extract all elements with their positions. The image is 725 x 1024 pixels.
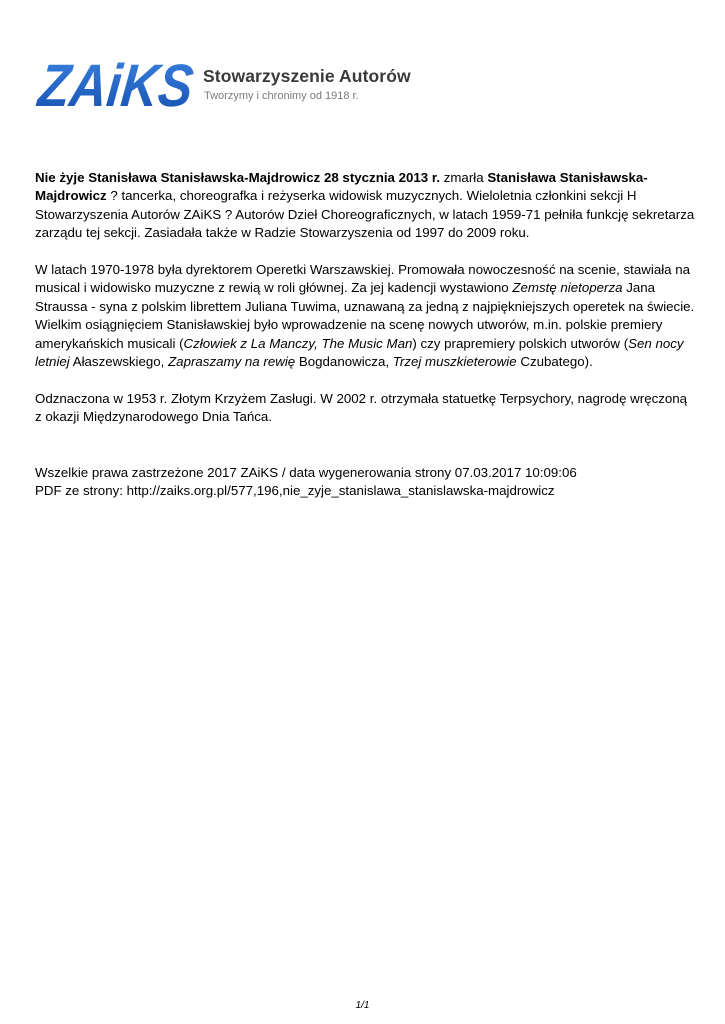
text-run: Ałaszewskiego, [69,354,169,370]
work-title: Zapraszamy na rewię [168,354,296,370]
work-title: Trzej muszkieterowie [392,354,517,370]
person-name: Stanisława Stanisławska-Majdrowicz [35,170,648,204]
text-run: ? tancerka, choreografka i reżyserka widowisk muzycznych. Wieloletnia członkini sekcji H Stowarzyszenia Autorów ZAiKS ? Autorów Dzieł Choreograficznych, w latach 1959-71 pełniła funkcję sekretarza zarządu tej sekcji. Zasiadała także w Radzie Stowarzyszenia od 1997 do 2009 roku. [35,188,695,241]
text-run: Jana Straussa - syna z polskim librettem Juliana Tuwima, uznawaną za jedną z najpiękniejszych operetek na świecie. Wielkim osiągnięciem Stanisławskiej było wprowadzenie na scenę nowych utworów, m.in. polskie premiery amerykańskich musicali ( [35,280,695,351]
text-run: Bogdanowicza, [295,354,393,370]
page-number: 1/1 [355,1000,370,1011]
work-title: Zemstę nietoperza [512,280,623,296]
logo-wordmark: ZAiKS [35,52,223,119]
article-title: Nie żyje Stanisława Stanisławska-Majdrowicz 28 stycznia 2013 r. [35,170,441,185]
source-url-line: PDF ze strony: http://zaiks.org.pl/577,196,nie_zyje_stanislawa_stanislawska-majdrowicz [35,483,555,499]
copyright-line: Wszelkie prawa zastrzeżone 2017 ZAiKS / data wygenerowania strony 07.03.2017 10:09:06 [35,465,577,480]
text-run: Czubatego). [516,354,593,370]
text-run: zmarła [440,170,488,185]
article-paragraph-2 [35,261,695,371]
work-title: Sen nocy letniej [35,335,684,370]
zaiks-logo [35,52,223,119]
work-title: Człowiek z La Manczy, The Music Man [183,335,413,351]
footer [35,464,695,501]
text-run: W latach 1970-1978 była dyrektorem Operetki Warszawskiej. Promowała nowoczesność na scenie, stawiała na musical i widowisko muzyczne z rewią w roli głównej. Za jej kadencji wystawiono [35,262,691,296]
article-paragraph-3: Odznaczona w 1953 r. Złotym Krzyżem Zasługi. W 2002 r. otrzymała statuetkę Terpsychory, nagrodę wręczoną z okazji Międzynarodowego Dnia Tańca. [35,390,688,425]
org-name: Stowarzyszenie Autorów [203,66,411,86]
article-body [35,169,695,445]
article-paragraph-1 [35,169,695,243]
org-tagline: Tworzymy i chronimy od 1918 r. [204,90,359,102]
text-run: ) czy prapremiery polskich utworów ( [412,335,629,351]
